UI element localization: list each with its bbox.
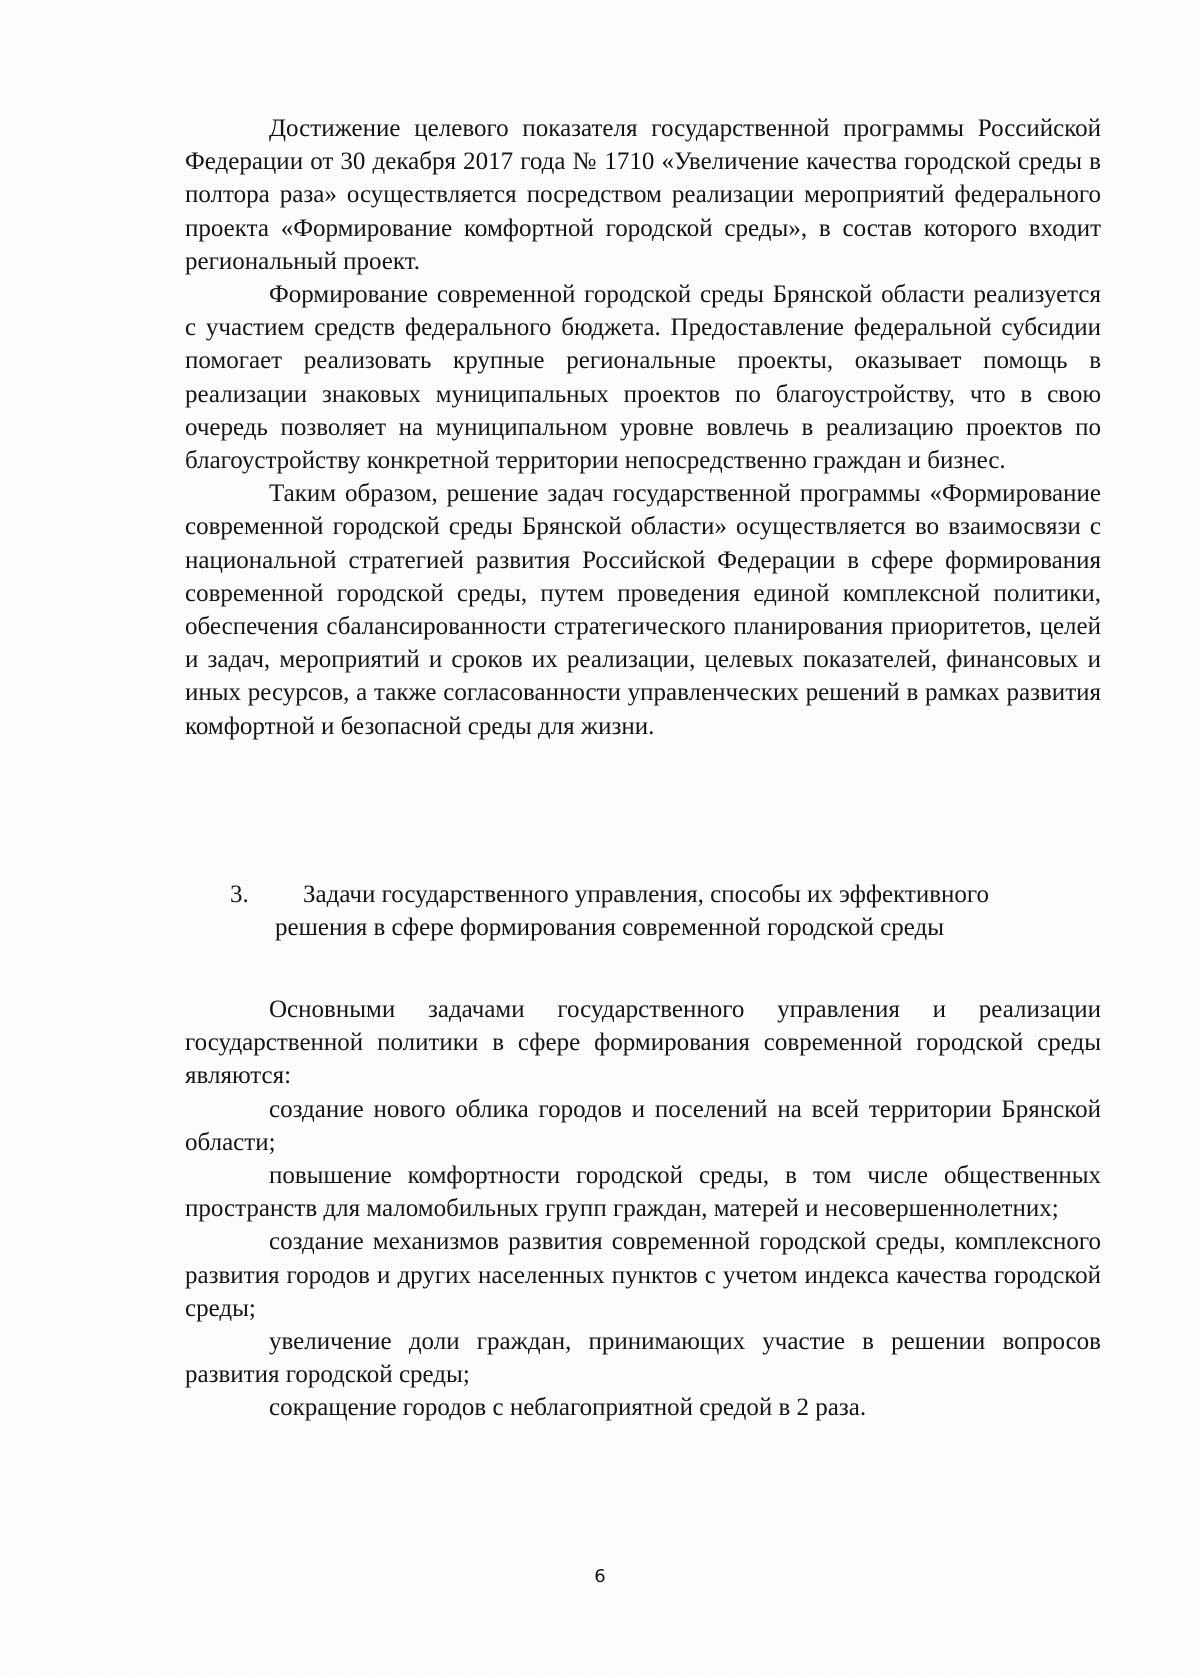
section-heading: [185, 878, 1101, 944]
paragraph-federal-budget: Формирование современной городской среды Брянской области реализуется с участием средств федерального бюджета. Предоставление федеральной субсидии помогает реализовать крупные региональные проекты, оказывает помощь в реализации знаковых муниципальных проектов по благоустройству, что в свою очередь позволяет на муниципальном уровне вовлечь в реализацию проектов по благоустройству конкретной территории непосредственно граждан и бизнес.: [185, 281, 1101, 475]
section-title-line-1: Задачи государственного управления, способы их эффективного: [303, 881, 990, 908]
task-item-citizen-share: увеличение доли граждан, принимающих участие в решении вопросов развития городской среды;: [185, 1328, 1101, 1389]
task-item-mechanisms: создание механизмов развития современной городской среды, комплексного развития городов и других населенных пунктов с учетом индекса качества городской среды;: [185, 1228, 1101, 1322]
intro-paragraphs: [185, 112, 1101, 743]
paragraph-strategy-link: Таким образом, решение задач государственной программы «Формирование современной городской среды Брянской области» осуществляется во взаимосвязи с национальной стратегией развития Российской Федерации в сфере формирования современной городской среды, путем проведения единой комплексной политики, обеспечения сбалансированности стратегического планирования приоритетов, целей и задач, мероприятий и сроков их реализации, целевых показателей, финансовых и иных ресурсов, а также согласованности управленческих решений в рамках развития комфортной и безопасной среды для жизни.: [185, 480, 1101, 740]
task-item-new-look: создание нового облика городов и поселений на всей территории Брянской области;: [185, 1095, 1101, 1156]
paragraph-target-indicator: Достижение целевого показателя государственной программы Российской Федерации от 30 декабря 2017 года № 1710 «Увеличение качества городской среды в полтора раза» осуществляется посредством реализации мероприятий федерального проекта «Формирование комфортной городской среды», в состав которого входит региональный проект.: [185, 115, 1101, 275]
task-item-reduce-cities: сокращение городов с неблагоприятной средой в 2 раза.: [269, 1394, 867, 1422]
section-number: 3.: [230, 881, 249, 908]
section-title-line-2: решения в сфере формирования современной городской среды: [275, 914, 945, 942]
page-number: 6: [594, 1566, 606, 1587]
paragraph-main-tasks: Основными задачами государственного управления и реализации государственной политики в сфере формирования современной городской среды являются:: [185, 996, 1101, 1090]
task-item-comfort: повышение комфортности городской среды, в том числе общественных пространств для маломобильных групп граждан, матерей и несовершеннолетних;: [185, 1162, 1101, 1223]
tasks-paragraphs: [185, 993, 1101, 1425]
